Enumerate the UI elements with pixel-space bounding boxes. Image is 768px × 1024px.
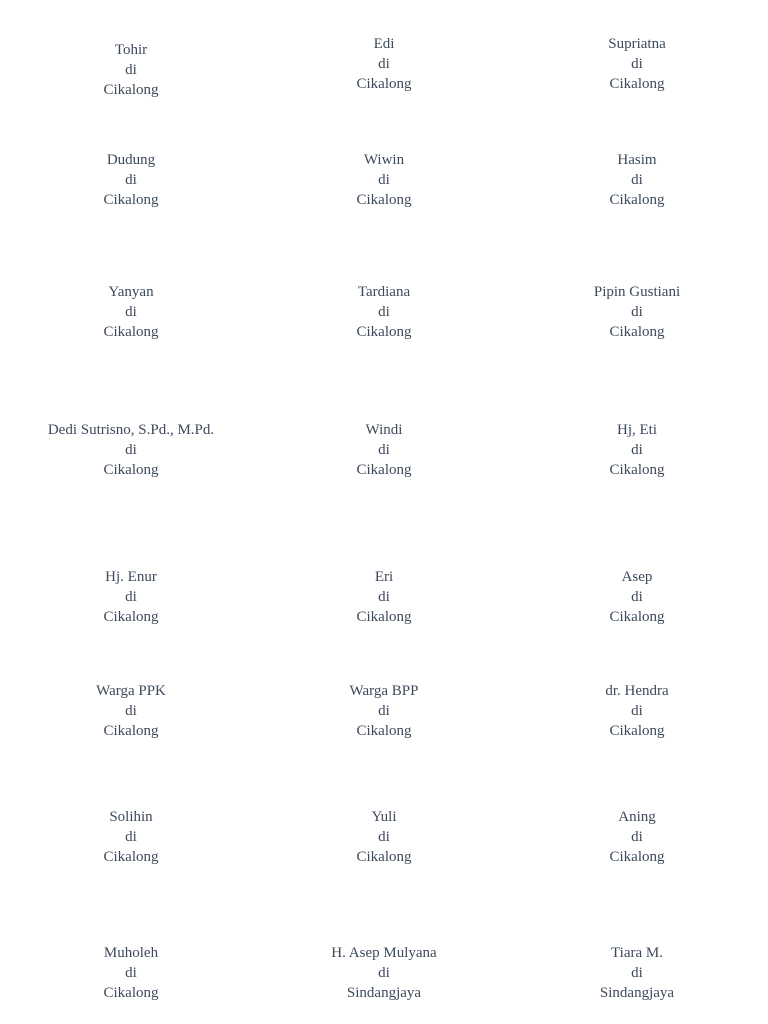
recipient-place: Cikalong — [103, 462, 159, 478]
recipient-name: Dudung — [106, 152, 156, 168]
recipient-place: Cikalong — [356, 609, 412, 625]
recipient-place: Sindangjaya — [346, 985, 422, 1001]
address-label — [11, 150, 251, 210]
recipient-name: Yanyan — [108, 284, 154, 300]
recipient-name: Tardiana — [357, 284, 411, 300]
preposition: di — [125, 172, 137, 188]
address-label — [11, 943, 251, 1003]
recipient-name: Eri — [374, 569, 394, 585]
recipient-name: Supriatna — [608, 36, 666, 52]
recipient-name: Asep — [621, 569, 653, 585]
recipient-name: Warga BPP — [349, 683, 419, 699]
preposition: di — [631, 304, 643, 320]
address-label — [517, 681, 757, 741]
recipient-place: Cikalong — [356, 324, 412, 340]
recipient-place: Cikalong — [609, 192, 665, 208]
address-label — [11, 567, 251, 627]
address-label — [11, 420, 251, 480]
preposition: di — [378, 172, 390, 188]
preposition: di — [125, 62, 137, 78]
recipient-place: Cikalong — [356, 462, 412, 478]
preposition: di — [378, 829, 390, 845]
preposition: di — [125, 589, 137, 605]
address-label — [264, 807, 504, 867]
recipient-place: Cikalong — [103, 723, 159, 739]
preposition: di — [378, 589, 390, 605]
recipient-place: Cikalong — [609, 462, 665, 478]
preposition: di — [378, 965, 390, 981]
address-label — [264, 150, 504, 210]
address-label — [517, 34, 757, 94]
address-label — [264, 282, 504, 342]
recipient-place: Cikalong — [103, 849, 159, 865]
address-label — [264, 34, 504, 94]
address-label — [517, 150, 757, 210]
recipient-place: Cikalong — [103, 82, 159, 98]
preposition: di — [378, 56, 390, 72]
recipient-name: Dedi Sutrisno, S.Pd., M.Pd. — [47, 422, 215, 438]
recipient-place: Cikalong — [609, 76, 665, 92]
preposition: di — [631, 172, 643, 188]
recipient-place: Sindangjaya — [599, 985, 675, 1001]
preposition: di — [125, 829, 137, 845]
recipient-name: Tohir — [114, 42, 148, 58]
recipient-name: dr. Hendra — [605, 683, 669, 699]
recipient-name: H. Asep Mulyana — [331, 945, 437, 961]
recipient-name: Aning — [618, 809, 656, 825]
recipient-place: Cikalong — [609, 609, 665, 625]
recipient-name: Edi — [373, 36, 395, 52]
recipient-place: Cikalong — [356, 723, 412, 739]
preposition: di — [631, 589, 643, 605]
recipient-place: Cikalong — [609, 723, 665, 739]
recipient-place: Cikalong — [356, 76, 412, 92]
address-label — [11, 681, 251, 741]
recipient-place: Cikalong — [356, 849, 412, 865]
recipient-name: Muholeh — [103, 945, 159, 961]
recipient-name: Solihin — [109, 809, 153, 825]
recipient-name: Hj. Enur — [105, 569, 157, 585]
preposition: di — [631, 829, 643, 845]
recipient-name: Hj, Eti — [617, 422, 657, 438]
recipient-place: Cikalong — [609, 324, 665, 340]
recipient-place: Cikalong — [103, 985, 159, 1001]
preposition: di — [125, 965, 137, 981]
recipient-name: Warga PPK — [96, 683, 166, 699]
recipient-name: Windi — [365, 422, 403, 438]
recipient-name: Tiara M. — [611, 945, 663, 961]
recipient-place: Cikalong — [103, 324, 159, 340]
preposition: di — [631, 442, 643, 458]
address-label — [517, 420, 757, 480]
preposition: di — [378, 304, 390, 320]
preposition: di — [125, 304, 137, 320]
address-label — [264, 943, 504, 1003]
address-label — [11, 40, 251, 100]
address-label — [11, 282, 251, 342]
recipient-name: Hasim — [617, 152, 657, 168]
preposition: di — [631, 965, 643, 981]
recipient-place: Cikalong — [609, 849, 665, 865]
address-label — [264, 567, 504, 627]
address-label — [517, 567, 757, 627]
address-label — [264, 681, 504, 741]
preposition: di — [125, 442, 137, 458]
preposition: di — [378, 703, 390, 719]
recipient-place: Cikalong — [103, 609, 159, 625]
preposition: di — [631, 703, 643, 719]
recipient-name: Wiwin — [363, 152, 405, 168]
recipient-place: Cikalong — [103, 192, 159, 208]
address-label — [11, 807, 251, 867]
address-label — [517, 807, 757, 867]
preposition: di — [631, 56, 643, 72]
recipient-name: Pipin Gustiani — [593, 284, 681, 300]
preposition: di — [378, 442, 390, 458]
address-label — [517, 282, 757, 342]
recipient-name: Yuli — [371, 809, 397, 825]
address-label — [264, 420, 504, 480]
preposition: di — [125, 703, 137, 719]
address-label — [517, 943, 757, 1003]
recipient-place: Cikalong — [356, 192, 412, 208]
